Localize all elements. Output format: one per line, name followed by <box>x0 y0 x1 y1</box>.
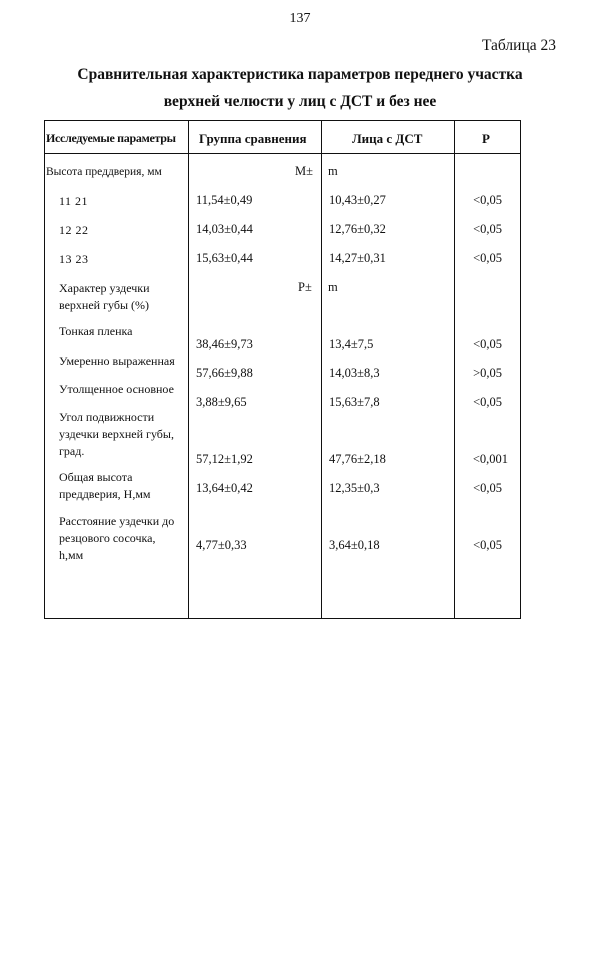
total-height-dst-value: 12,35±0,3 <box>329 481 380 495</box>
table-row-param: 11 21 <box>59 194 89 208</box>
mobility-label-line-3: град. <box>59 444 85 458</box>
frenum-label-line-2: верхней губы (%) <box>59 298 150 312</box>
vestibule-height-label: Высота преддверия, мм <box>46 166 162 178</box>
column-divider-2 <box>321 120 322 619</box>
table-row-dst-value: 14,03±8,3 <box>329 366 380 380</box>
header-comparison-group: Группа сравнения <box>199 131 307 146</box>
mobility-p-value: <0,001 <box>472 452 508 466</box>
mobility-label-line-2: уздечки верхней губы, <box>59 427 174 441</box>
table-row-group-value: 38,46±9,73 <box>196 337 253 351</box>
table-row-group-value: 14,03±0,44 <box>196 222 253 236</box>
table-row-dst-value: 10,43±0,27 <box>329 193 386 207</box>
distance-dst-value: 3,64±0,18 <box>329 538 380 552</box>
frenum-stat-right: m <box>328 280 338 294</box>
header-parameters: Исследуемые параметры <box>46 131 176 145</box>
table-row-dst-value: 15,63±7,8 <box>329 395 380 409</box>
table-title-line-1: Сравнительная характеристика параметров переднего участка <box>77 66 523 83</box>
frenum-mobility-label <box>59 409 183 460</box>
table-row-group-value: 15,63±0,44 <box>196 251 253 265</box>
table-row-param: Тонкая пленка <box>59 324 133 338</box>
frenum-label-line-1: Характер уздечки <box>59 281 150 295</box>
column-divider-1 <box>188 120 189 619</box>
mobility-dst-value: 47,76±2,18 <box>329 452 386 466</box>
mobility-label-line-1: Угол подвижности <box>59 410 155 424</box>
table-row-dst-value: 13,4±7,5 <box>329 337 374 351</box>
total-height-p-value: <0,05 <box>473 481 502 495</box>
total-height-label-line-1: Общая высота <box>59 470 133 484</box>
distance-group-value: 4,77±0,33 <box>196 538 247 552</box>
distance-label <box>59 513 183 564</box>
table-row-group-value: 57,66±9,88 <box>196 366 253 380</box>
distance-label-line-1: Расстояние уздечки до <box>59 514 175 528</box>
page-number: 137 <box>289 11 311 26</box>
table-row-p-value: <0,05 <box>473 193 502 207</box>
frenum-character-label <box>59 280 183 314</box>
table-row-p-value: <0,05 <box>473 251 502 265</box>
total-height-label <box>59 469 183 503</box>
table-row-p-value: <0,05 <box>473 395 502 409</box>
vestibule-stat-left: M± <box>295 164 313 178</box>
header-p-value: P <box>482 131 490 146</box>
column-divider-3 <box>454 120 455 619</box>
table-row-param: 12 22 <box>59 223 89 237</box>
table-label: Таблица 23 <box>481 37 556 54</box>
total-height-group-value: 13,64±0,42 <box>196 481 253 495</box>
mobility-group-value: 57,12±1,92 <box>196 452 253 466</box>
table-row-param: Умеренно выраженная <box>59 354 175 368</box>
header-divider <box>44 153 521 154</box>
table-row-group-value: 3,88±9,65 <box>196 395 247 409</box>
distance-label-line-2: резцового сосочка, <box>59 531 156 545</box>
table-row-param: Утолщенное основное <box>59 382 174 396</box>
header-dst-group: Лица с ДСТ <box>352 131 423 146</box>
table-row-dst-value: 12,76±0,32 <box>329 222 386 236</box>
total-height-label-line-2: преддверия, Н,мм <box>59 487 151 501</box>
distance-label-line-3: h,мм <box>59 548 84 562</box>
table-row-param: 13 23 <box>59 252 89 266</box>
table-row-p-value: >0,05 <box>473 366 502 380</box>
distance-p-value: <0,05 <box>473 538 502 552</box>
table-row-p-value: <0,05 <box>473 222 502 236</box>
table-row-dst-value: 14,27±0,31 <box>329 251 386 265</box>
table-row-group-value: 11,54±0,49 <box>196 193 253 207</box>
vestibule-stat-right: m <box>328 164 338 178</box>
table-row-p-value: <0,05 <box>473 337 502 351</box>
table-title-line-2: верхней челюсти у лиц с ДСТ и без нее <box>163 93 437 110</box>
frenum-stat-left: P± <box>298 280 312 294</box>
